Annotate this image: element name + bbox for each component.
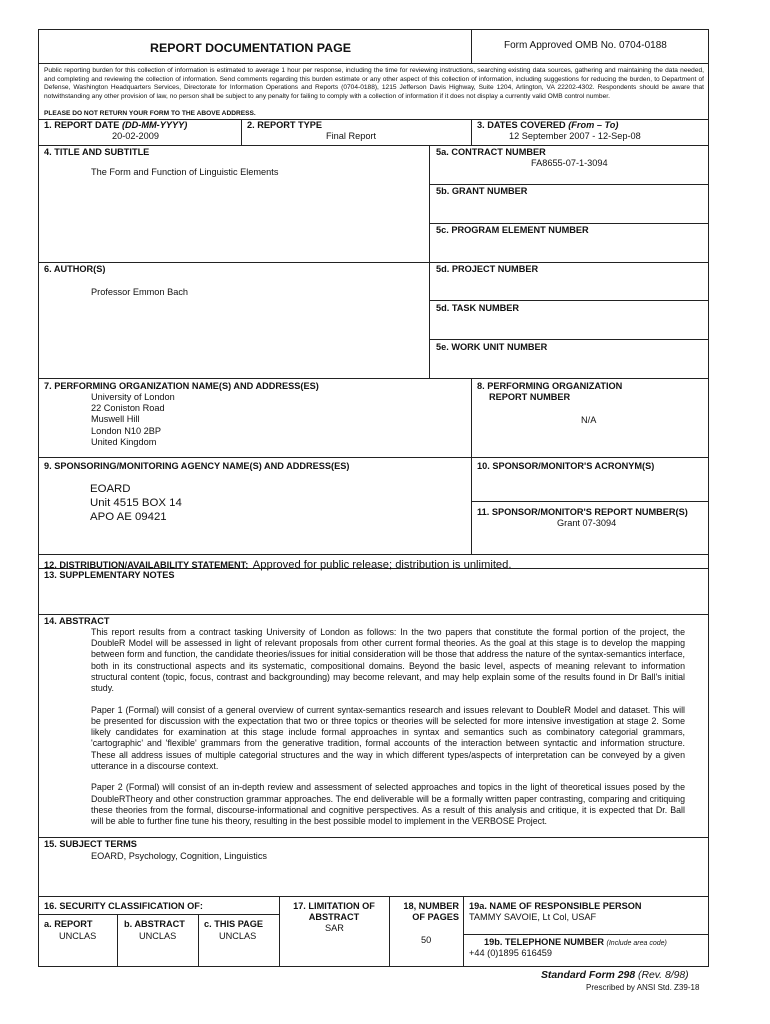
title-label: 4. TITLE AND SUBTITLE [44, 147, 150, 157]
security-abstract-label: b. ABSTRACT [124, 919, 185, 929]
task-number-label: 5d. TASK NUMBER [436, 303, 520, 313]
responsible-person-label: 19a. NAME OF RESPONSIBLE PERSON [469, 901, 642, 911]
rule [429, 184, 709, 185]
address-line: EOARD [90, 483, 131, 495]
security-classification-label: 16. SECURITY CLASSIFICATION OF: [44, 901, 203, 911]
rule [279, 896, 280, 967]
abstract-paragraph: This report results from a contract tasking University of London as follows: In the two papers that constitute the formal portion of the project, the DoubleR Model will be assessed in light of relevant proposals from other current formal theories. As the goal at this stage is to develop the mapping between form and function, the candidate theories/issues for initial consideration will be those that address the nature of the syntax-semantics interface, both in its constructional aspects and its systematic, compositional domains. Beyond the basic level, aspects of meaning relevant to information structural content (topic, focus, contrast and backgrounding) may become relevant, and may help explain some of the results found in Dr Ball's initial study. [91, 627, 685, 694]
sponsor-report-label: 11. SPONSOR/MONITOR'S REPORT NUMBER(S) [477, 507, 688, 517]
burden-notice: Public reporting burden for this collection of information is estimated to average 1 hour per response, including the time for reviewing instructions, searching existing data sources, gathering and maintaining the data needed, and completing and reviewing the collection of information. Send comments regarding this burden estimate or any other aspect of this collection of information, including suggestions for reducing the burden, to Department of Defense, Washington Headquarters Services, Directorate for Information Operations and Reports (0704-0188), 1215 Jefferson Davis Highway, Suite 1204, Arlington, VA 22202-4302. Respondents should be aware that notwithstanding any other provision of law, no person shall be subject to any penalty for failing to comply with a collection of information if it does not display a currently valid OMB control number. [44, 67, 704, 100]
security-abstract-value: UNCLAS [139, 931, 177, 941]
telephone-label: 19b. TELEPHONE NUMBER (Include area code) [484, 937, 667, 947]
rule [38, 837, 709, 838]
limitation-value: SAR [325, 923, 344, 933]
rule [389, 896, 390, 967]
report-date-value: 20-02-2009 [112, 131, 159, 141]
abstract-paragraph: Paper 2 (Formal) will consist of an in-depth review and assessment of selected approaches and topics in the light of theoretical issues posed by the DoubleRTheory and other construction grammar approaches. The end deliverable will be a formally written paper contrasting, comparing and critiquing these theories from the formal, discourse-informational and cognitive perspectives. As a result of this analysis and critique, it is expected that Dr. Ball will be able to further fine tune his theory, resulting in the best possible model to implement in the VERBOSE Project. [91, 782, 685, 827]
work-unit-label: 5e. WORK UNIT NUMBER [436, 342, 548, 352]
responsible-person-value: TAMMY SAVOIE, Lt Col, USAF [469, 912, 597, 922]
rule [38, 914, 279, 915]
address-line: APO AE 09421 [90, 511, 167, 523]
rule [471, 501, 709, 502]
grant-number-label: 5b. GRANT NUMBER [436, 186, 528, 196]
abstract-label: 14. ABSTRACT [44, 616, 110, 626]
dates-covered-label: 3. DATES COVERED (From – To) [477, 120, 619, 130]
rule [117, 914, 118, 967]
distribution-value: Approved for public release; distribution is unlimited. [252, 559, 512, 571]
rule [429, 223, 709, 224]
sponsoring-agency-address [90, 482, 182, 524]
number-of-pages-label: 18, NUMBER OF PAGES [403, 901, 459, 922]
performing-org-label: 7. PERFORMING ORGANIZATION NAME(S) AND ADDRESS(ES) [44, 381, 319, 391]
security-report-label: a. REPORT [44, 919, 93, 929]
sponsoring-agency-label: 9. SPONSORING/MONITORING AGENCY NAME(S) AND ADDRESS(ES) [44, 461, 350, 471]
address-line: London N10 2BP [91, 425, 161, 436]
number-of-pages-value: 50 [421, 935, 432, 945]
limitation-label: 17. LIMITATION OF ABSTRACT [293, 901, 375, 922]
report-date-label: 1. REPORT DATE (DD-MM-YYYY) [44, 120, 188, 130]
contract-number-label: 5a. CONTRACT NUMBER [436, 147, 546, 157]
sponsor-acronym-label: 10. SPONSOR/MONITOR'S ACRONYM(S) [477, 461, 655, 471]
address-line: University of London [91, 392, 175, 402]
authors-value: Professor Emmon Bach [91, 287, 189, 297]
contract-number-value: FA8655-07-1-3094 [531, 158, 608, 168]
subject-terms-label: 15. SUBJECT TERMS [44, 839, 137, 849]
rule [38, 63, 709, 64]
rule [38, 896, 709, 897]
page-title: REPORT DOCUMENTATION PAGE [150, 41, 352, 55]
report-type-value: Final Report [326, 131, 377, 141]
rule [429, 339, 709, 340]
do-not-return-notice: PLEASE DO NOT RETURN YOUR FORM TO THE ABOVE ADDRESS. [44, 110, 256, 117]
address-line: United Kingdom [91, 436, 157, 447]
rule [38, 614, 709, 615]
telephone-value: +44 (0)1895 616459 [469, 948, 553, 958]
address-line: Muswell Hill [91, 414, 140, 425]
rule [463, 896, 464, 967]
performing-report-value: N/A [581, 415, 597, 425]
address-line: Unit 4515 BOX 14 [90, 497, 182, 509]
subject-terms-value: EOARD, Psychology, Cognition, Linguistics [91, 851, 268, 861]
supplementary-notes-label: 13. SUPPLEMENTARY NOTES [44, 570, 175, 580]
rule [471, 119, 472, 145]
rule [38, 145, 709, 146]
authors-label: 6. AUTHOR(S) [44, 264, 106, 274]
dates-covered-value: 12 September 2007 - 12-Sep-08 [509, 131, 641, 141]
rule [198, 914, 199, 967]
security-report-value: UNCLAS [59, 931, 97, 941]
prescribed-by: Prescribed by ANSI Std. Z39-18 [586, 983, 700, 992]
security-page-value: UNCLAS [219, 931, 257, 941]
rule [38, 262, 709, 263]
distribution-label: 12. DISTRIBUTION/AVAILABILITY STATEMENT: [44, 560, 249, 570]
title-value: The Form and Function of Linguistic Elements [91, 167, 279, 177]
abstract-text [91, 627, 685, 827]
performing-org-address [91, 392, 175, 448]
rule [241, 119, 242, 145]
omb-approval-number: Form Approved OMB No. 0704-0188 [504, 40, 667, 51]
performing-report-label: 8. PERFORMING ORGANIZATION REPORT NUMBER [477, 381, 623, 402]
program-element-label: 5c. PROGRAM ELEMENT NUMBER [436, 225, 589, 235]
rule [429, 300, 709, 301]
standard-form-number: Standard Form 298 (Rev. 8/98) [541, 970, 689, 981]
security-page-label: c. THIS PAGE [204, 919, 264, 929]
rule [38, 457, 709, 458]
rule [471, 378, 472, 554]
abstract-paragraph: Paper 1 (Formal) will consist of a general overview of current syntax-semantics research and issues relevant to DoubleR Model and dataset. This will be presented for discussion with the expectation that two or three topics or theories will be selected for more intensive investigation at stage 2. Some likely candidates for examination at this stage include formal approaches in syntax and semantics such as combinatory categorial grammars, 'cartographic' and 'flexible' grammars from the generative tradition, formal accounts of the interaction between syntactic and information structure. These all address issues of multiple categorial structures and the way in which different types/aspects of interpretation can be conveyed by a given utterance in a discourse context. [91, 704, 685, 771]
report-type-label: 2. REPORT TYPE [247, 120, 323, 130]
rule [463, 934, 709, 935]
project-number-label: 5d. PROJECT NUMBER [436, 264, 539, 274]
rule [38, 378, 709, 379]
rule [471, 29, 472, 63]
address-line: 22 Coniston Road [91, 403, 165, 414]
sponsor-report-value: Grant 07-3094 [557, 518, 617, 528]
